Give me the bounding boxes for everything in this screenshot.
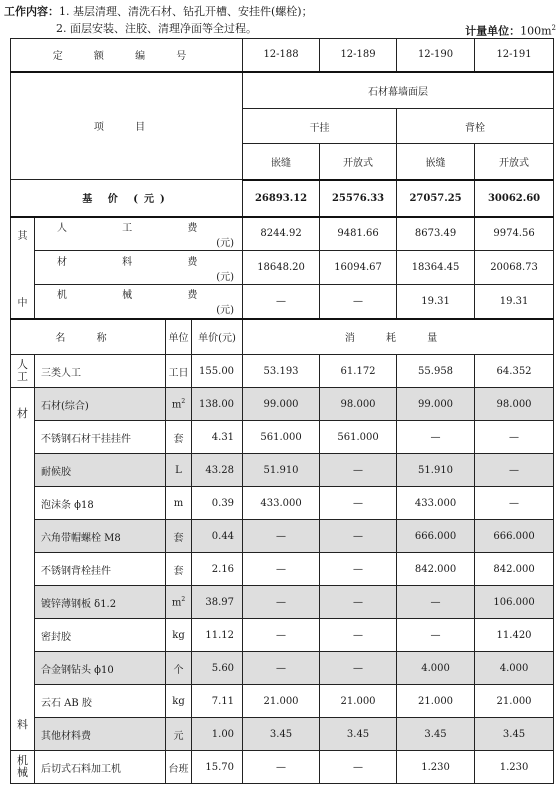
consumption-value: 4.000: [397, 652, 475, 685]
resource-unit: [166, 388, 192, 421]
resource-name: 石材(综合): [35, 388, 166, 421]
consumption-value: —: [243, 652, 320, 685]
resource-unit-text: 台班: [168, 763, 189, 775]
group-row: [11, 72, 554, 109]
type-label: 嵌缝: [243, 144, 320, 180]
resource-unit-text: kg: [172, 695, 185, 707]
consumption-value: 98.000: [475, 388, 554, 421]
resource-price: 38.97: [192, 586, 243, 619]
resource-unit: [166, 751, 192, 784]
subgroup-label: 背栓: [397, 109, 554, 144]
machine-row: [11, 751, 554, 784]
material-row: [11, 454, 554, 487]
col-price-header: 单价(元): [192, 319, 243, 355]
resource-name: 不锈钢石材干挂挂件: [35, 421, 166, 454]
consumption-value: —: [320, 487, 397, 520]
consumption-value: 3.45: [243, 718, 320, 751]
work-content-line-1: 1. 基层清理、清洗石材、钻孔开槽、安挂件(螺栓)；: [59, 5, 313, 18]
resource-price: 2.16: [192, 553, 243, 586]
resource-unit: [166, 619, 192, 652]
category-char: 工: [17, 370, 28, 383]
cost-name: [35, 251, 243, 285]
resource-price: 15.70: [192, 751, 243, 784]
consumption-value: 51.910: [243, 454, 320, 487]
material-row: [11, 718, 554, 751]
resource-header-row: [11, 319, 554, 355]
cost-label: 人 工 费: [57, 222, 224, 234]
consumption-value: 3.45: [397, 718, 475, 751]
consumption-value: 3.45: [475, 718, 554, 751]
consumption-value: 433.000: [397, 487, 475, 520]
type-label: 开放式: [320, 144, 397, 180]
base-price-row: [11, 180, 554, 217]
work-content-label: 工作内容：: [4, 5, 59, 18]
resource-unit-text: L: [175, 464, 182, 476]
consumption-value: —: [320, 751, 397, 784]
col-unit-header: 单位: [166, 319, 192, 355]
cost-value: 16094.67: [320, 251, 397, 285]
quota-code: 12-190: [397, 39, 475, 72]
consumption-value: 666.000: [397, 520, 475, 553]
resource-unit-superscript: 2: [181, 595, 186, 603]
consumption-value: —: [397, 586, 475, 619]
resource-unit: [166, 586, 192, 619]
category-char: 料: [17, 717, 28, 731]
cost-value: 19.31: [397, 285, 475, 319]
resource-unit: [166, 553, 192, 586]
cost-value: 18364.45: [397, 251, 475, 285]
quota-code: 12-188: [243, 39, 320, 72]
resource-unit: [166, 520, 192, 553]
work-content-line-2: 2. 面层安装、注胶、清理净面等全过程。: [56, 22, 257, 35]
consumption-value: —: [243, 586, 320, 619]
consumption-value: 21.000: [475, 685, 554, 718]
resource-name: 三类人工: [35, 355, 166, 388]
resource-unit: [166, 421, 192, 454]
type-label: 嵌缝: [397, 144, 475, 180]
consumption-value: 4.000: [475, 652, 554, 685]
col-name-header: 名 称: [11, 319, 166, 355]
material-row: [11, 553, 554, 586]
consumption-value: —: [475, 421, 554, 454]
cost-value: 19.31: [475, 285, 554, 319]
cost-name: [35, 285, 243, 319]
consumption-value: —: [320, 652, 397, 685]
consumption-value: 561.000: [243, 421, 320, 454]
resource-name: 不锈钢背栓挂件: [35, 553, 166, 586]
consumption-value: 21.000: [243, 685, 320, 718]
category-material: [11, 388, 35, 751]
resource-unit-text: m: [171, 399, 182, 411]
cost-value: —: [243, 285, 320, 319]
category-char: 人: [17, 358, 28, 371]
consumption-value: 561.000: [320, 421, 397, 454]
measurement-unit: [465, 20, 556, 40]
material-row: [11, 487, 554, 520]
consumption-value: 99.000: [397, 388, 475, 421]
cost-unit: (元): [216, 237, 235, 249]
cost-unit: (元): [216, 305, 235, 317]
consumption-value: —: [243, 619, 320, 652]
cost-value: 20068.73: [475, 251, 554, 285]
cost-name: [35, 217, 243, 251]
resource-name: 合金钢钻头 ϕ10: [35, 652, 166, 685]
labor-row: [11, 355, 554, 388]
resource-unit: [166, 487, 192, 520]
unit-value: 100m: [520, 24, 552, 38]
resource-unit-text: m: [171, 597, 182, 609]
consumption-value: 433.000: [243, 487, 320, 520]
resource-unit-text: 元: [173, 730, 184, 742]
consumption-value: —: [243, 520, 320, 553]
resource-price: 0.39: [192, 487, 243, 520]
cost-row: [11, 285, 554, 319]
base-price: 26893.12: [243, 180, 320, 217]
base-price: 30062.60: [475, 180, 554, 217]
resource-price: 5.60: [192, 652, 243, 685]
consumption-value: —: [397, 421, 475, 454]
consumption-value: —: [397, 619, 475, 652]
quota-code: 12-189: [320, 39, 397, 72]
quota-code-row: [11, 39, 554, 72]
consumption-value: —: [320, 553, 397, 586]
cost-value: —: [320, 285, 397, 319]
resource-price: 11.12: [192, 619, 243, 652]
quota-code-label: 定 额 编 号: [11, 39, 243, 72]
consumption-value: —: [320, 454, 397, 487]
cost-row: [11, 217, 554, 251]
material-row: [11, 388, 554, 421]
consumption-value: 666.000: [475, 520, 554, 553]
category-char: 机: [17, 754, 28, 767]
cost-unit: (元): [216, 271, 235, 283]
resource-name: 镀锌薄钢板 δ1.2: [35, 586, 166, 619]
consumption-value: 51.910: [397, 454, 475, 487]
cost-label: 材 料 费: [57, 256, 224, 268]
base-price-label: 基 价 (元): [11, 180, 243, 217]
unit-superscript: 2: [551, 24, 556, 32]
cost-value: 8673.49: [397, 217, 475, 251]
resource-unit-superscript: 2: [181, 397, 186, 405]
category-char: 械: [17, 766, 28, 779]
resource-unit: [166, 355, 192, 388]
consumption-value: 98.000: [320, 388, 397, 421]
resource-unit: [166, 652, 192, 685]
group-title: 石材幕墙面层: [243, 72, 554, 109]
category-labor: [11, 355, 35, 388]
consumption-value: —: [320, 619, 397, 652]
type-label: 开放式: [475, 144, 554, 180]
resource-name: 耐候胶: [35, 454, 166, 487]
category-machine: [11, 751, 35, 784]
consumption-value: 21.000: [320, 685, 397, 718]
consumption-value: —: [243, 553, 320, 586]
unit-label: 计量单位：: [465, 24, 521, 38]
category-char: 材: [17, 406, 28, 420]
consumption-value: 106.000: [475, 586, 554, 619]
consumption-value: —: [320, 520, 397, 553]
resource-name: 后切式石料加工机: [35, 751, 166, 784]
resource-unit: [166, 454, 192, 487]
quota-table: [10, 38, 554, 784]
subgroup-label: 干挂: [243, 109, 397, 144]
cost-value: 9481.66: [320, 217, 397, 251]
resource-price: 155.00: [192, 355, 243, 388]
among-cell: 中: [11, 285, 35, 319]
resource-price: 7.11: [192, 685, 243, 718]
consumption-value: —: [475, 487, 554, 520]
material-row: [11, 421, 554, 454]
resource-name: 其他材料费: [35, 718, 166, 751]
resource-name: 六角带帽螺栓 M8: [35, 520, 166, 553]
consumption-value: 842.000: [397, 553, 475, 586]
resource-unit-text: 套: [173, 433, 184, 445]
resource-unit-text: 个: [173, 664, 184, 676]
resource-price: 43.28: [192, 454, 243, 487]
material-row: [11, 520, 554, 553]
material-row: [11, 685, 554, 718]
resource-price: 0.44: [192, 520, 243, 553]
resource-unit-text: 套: [173, 532, 184, 544]
cost-value: 9974.56: [475, 217, 554, 251]
consumption-value: 55.958: [397, 355, 475, 388]
resource-name: 云石 AB 胶: [35, 685, 166, 718]
consumption-value: 1.230: [397, 751, 475, 784]
resource-unit: [166, 685, 192, 718]
material-row: [11, 652, 554, 685]
consumption-value: —: [320, 586, 397, 619]
among-cell: 其: [11, 217, 35, 251]
consumption-value: 61.172: [320, 355, 397, 388]
resource-unit-text: kg: [172, 629, 185, 641]
col-consumption-header: 消 耗 量: [243, 319, 554, 355]
consumption-value: 3.45: [320, 718, 397, 751]
resource-unit-text: 工日: [168, 367, 189, 379]
resource-price: 138.00: [192, 388, 243, 421]
consumption-value: 842.000: [475, 553, 554, 586]
consumption-value: 11.420: [475, 619, 554, 652]
resource-name: 泡沫条 ϕ18: [35, 487, 166, 520]
material-row: [11, 619, 554, 652]
base-price: 25576.33: [320, 180, 397, 217]
consumption-value: 64.352: [475, 355, 554, 388]
consumption-value: —: [475, 454, 554, 487]
consumption-value: 1.230: [475, 751, 554, 784]
cost-label: 机 械 费: [57, 290, 224, 302]
resource-price: 1.00: [192, 718, 243, 751]
cost-value: 18648.20: [243, 251, 320, 285]
material-row: [11, 586, 554, 619]
cost-row: [11, 251, 554, 285]
resource-unit: [166, 718, 192, 751]
cost-value: 8244.92: [243, 217, 320, 251]
item-label: 项 目: [11, 72, 243, 180]
consumption-value: —: [243, 751, 320, 784]
among-cell: [11, 251, 35, 285]
resource-unit-text: m: [173, 497, 184, 509]
quota-code: 12-191: [475, 39, 554, 72]
consumption-value: 21.000: [397, 685, 475, 718]
resource-name: 密封胶: [35, 619, 166, 652]
base-price: 27057.25: [397, 180, 475, 217]
resource-unit-text: 套: [173, 565, 184, 577]
consumption-value: 53.193: [243, 355, 320, 388]
consumption-value: 99.000: [243, 388, 320, 421]
resource-price: 4.31: [192, 421, 243, 454]
